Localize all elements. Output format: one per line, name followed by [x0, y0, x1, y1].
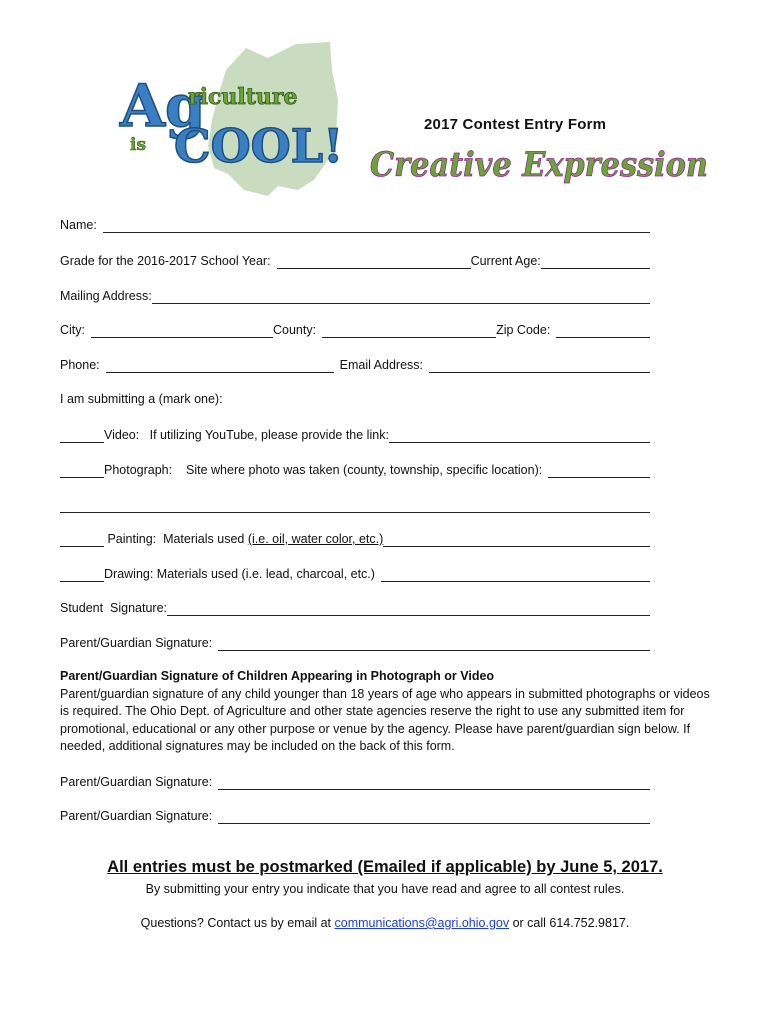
deadline-notice: All entries must be postmarked (Emailed if applicable) by June 5, 2017. [107, 858, 663, 876]
painting-materials-hint: (i.e. oil, water color, etc.) [247, 532, 384, 546]
parent-signature-row-2 [60, 772, 650, 790]
parent-signature-row [60, 633, 650, 651]
phone-row [60, 355, 650, 373]
current-age-field[interactable] [541, 254, 650, 269]
phone-field[interactable] [106, 358, 334, 373]
video-label: Video: If utilizing YouTube, please provide the link: [104, 428, 389, 442]
photograph-location-field[interactable] [548, 463, 650, 478]
drawing-row [60, 564, 650, 582]
email-label: Email Address: [339, 358, 423, 372]
name-row [60, 215, 650, 233]
painting-label: Painting: Materials used [104, 532, 248, 546]
agriculture-is-cool-logo [118, 40, 380, 198]
photograph-row [60, 460, 650, 478]
painting-row [60, 529, 650, 547]
agreement-notice: By submitting your entry you indicate that you have read and agree to all contest rules. [145, 882, 625, 896]
parent-signature-field-2[interactable] [218, 775, 650, 790]
name-label: Name: [60, 218, 97, 232]
parent-signature-field[interactable] [218, 636, 650, 651]
notice-body: Parent/guardian signature of any child younger than 18 years of age who appears in submitted photographs or videos is required. The Ohio Dept. of Agriculture and other state agencies reserve the right to use any submitted item for promotional, educational or any other purpose or venue by the agency. Please have parent/guardian sign below. If needed, additional signatures may be included on the back of this form. [60, 686, 710, 753]
logo-ag: Ag [120, 72, 206, 140]
drawing-mark-field[interactable] [60, 567, 104, 582]
student-signature-field[interactable] [167, 601, 650, 616]
parent-signature-field-3[interactable] [218, 809, 650, 824]
contact-line [0, 916, 770, 930]
grade-field[interactable] [277, 254, 471, 269]
painting-materials-field[interactable] [383, 532, 650, 547]
form-title-text: 2017 Contest Entry Form [424, 116, 607, 133]
grade-label: Grade for the 2016-2017 School Year: [60, 254, 271, 268]
email-field[interactable] [429, 358, 650, 373]
parent-signature-label-2: Parent/Guardian Signature: [60, 775, 213, 789]
student-signature-label: Student Signature: [60, 601, 168, 615]
photograph-mark-field[interactable] [60, 463, 104, 478]
painting-mark-field[interactable] [60, 532, 104, 547]
name-field[interactable] [103, 218, 650, 233]
grade-row [60, 251, 650, 269]
mailing-address-row [60, 286, 650, 304]
zip-field[interactable] [556, 323, 650, 338]
city-row [60, 320, 650, 338]
photograph-location-line-row [60, 495, 650, 513]
creative-expression-text: Creative Expression [370, 145, 708, 185]
city-field[interactable] [91, 323, 273, 338]
phone-label: Phone: [60, 358, 100, 372]
drawing-materials-field[interactable] [381, 567, 650, 582]
parent-consent-notice [60, 668, 710, 756]
creative-expression-banner [368, 136, 713, 196]
mailing-address-field[interactable] [152, 289, 650, 304]
logo-riculture: riculture [188, 84, 298, 110]
video-row [60, 425, 650, 443]
submission-prompt: I am submitting a (mark one): [60, 392, 223, 406]
parent-signature-row-3 [60, 806, 650, 824]
current-age-label: Current Age: [470, 254, 541, 268]
county-field[interactable] [322, 323, 496, 338]
student-signature-row [60, 598, 650, 616]
zip-label: Zip Code: [496, 323, 551, 337]
mailing-address-label: Mailing Address: [60, 289, 152, 303]
contact-suffix: or call 614.752.9817. [509, 916, 630, 930]
notice-heading: Parent/Guardian Signature of Children Appearing in Photograph or Video [60, 669, 495, 683]
video-link-field[interactable] [389, 428, 650, 443]
contact-email-link[interactable]: communications@agri.ohio.gov [334, 916, 510, 930]
photograph-label: Photograph: Site where photo was taken (county, township, specific location): [104, 463, 543, 477]
video-mark-field[interactable] [60, 428, 104, 443]
form-title [424, 116, 606, 133]
county-label: County: [273, 323, 317, 337]
contact-prefix: Questions? Contact us by email at [140, 916, 335, 930]
drawing-label: Drawing: Materials used (i.e. lead, charcoal, etc.) [104, 567, 375, 581]
parent-signature-label-3: Parent/Guardian Signature: [60, 809, 213, 823]
parent-signature-label: Parent/Guardian Signature: [60, 636, 213, 650]
logo-cool: COOL! [174, 119, 344, 173]
logo-is: is [130, 135, 147, 155]
photograph-location-field-2[interactable] [60, 498, 650, 513]
city-label: City: [60, 323, 85, 337]
